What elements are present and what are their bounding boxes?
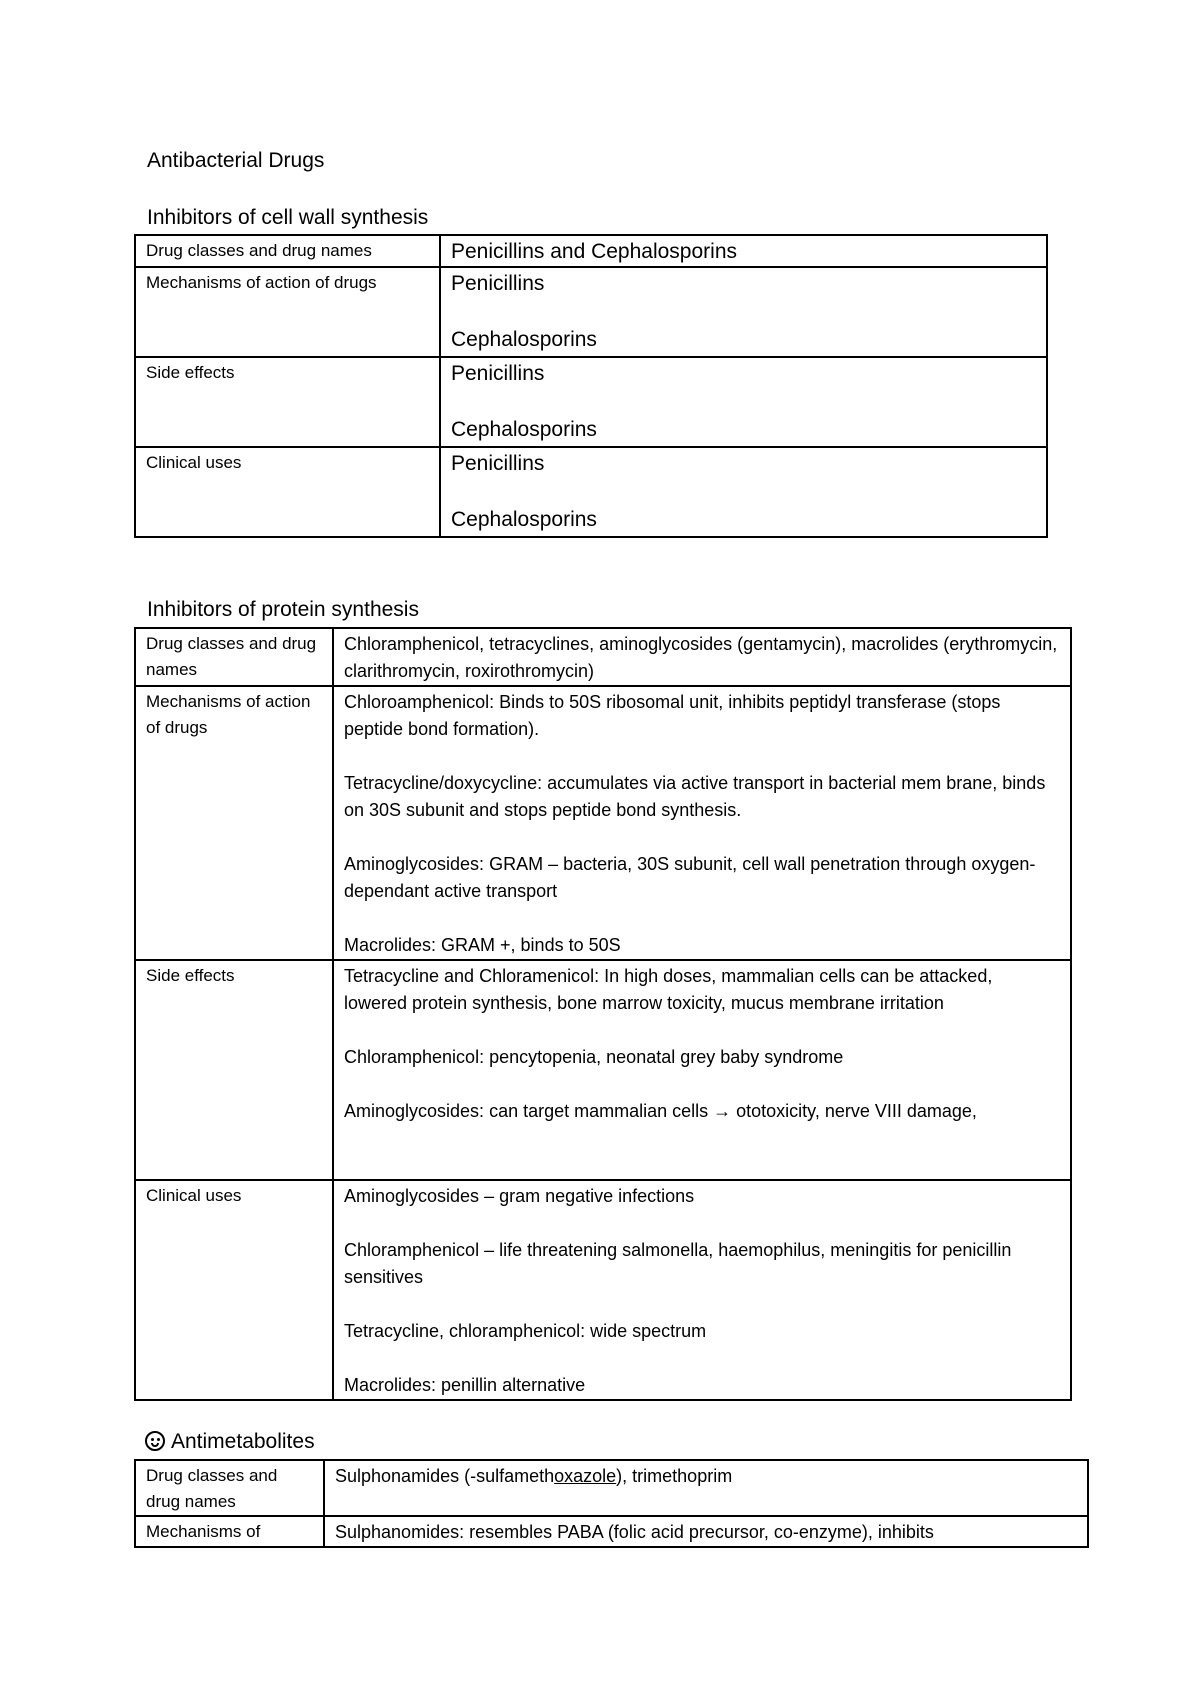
document-title: Antibacterial Drugs xyxy=(147,149,325,172)
table-row xyxy=(135,686,1071,960)
row-content xyxy=(440,357,1047,447)
row-label: Drug classes and drug names xyxy=(135,1460,324,1516)
row-label: Clinical uses xyxy=(135,1180,333,1400)
row-label: Mechanisms of action of drugs xyxy=(135,267,440,357)
row-content: Penicillins and Cephalosporins xyxy=(440,235,1047,267)
paragraph: Chloramphenicol – life threatening salmonella, haemophilus, meningitis for penicillin sensitives xyxy=(344,1240,1012,1287)
row-label: Clinical uses xyxy=(135,447,440,537)
row-label: Side effects xyxy=(135,960,333,1180)
paragraph: Macrolides: penillin alternative xyxy=(344,1375,586,1395)
paragraph: Chloramphenicol: pencytopenia, neonatal grey baby syndrome xyxy=(344,1047,844,1067)
row-label: Drug classes and drug names xyxy=(135,235,440,267)
row-label: Side effects xyxy=(135,357,440,447)
table-row xyxy=(135,267,1047,357)
drug-name: Penicillins xyxy=(451,452,545,475)
protein-synthesis-table xyxy=(134,627,1072,1401)
paragraph: Aminoglycosides: GRAM – bacteria, 30S subunit, cell wall penetration through oxygen-dependant active transport xyxy=(344,854,1036,901)
smiley-face-icon xyxy=(145,1431,165,1451)
underlined-text: oxazole xyxy=(554,1466,617,1486)
row-content: Sulphanomides: resembles PABA (folic acid precursor, co-enzyme), inhibits xyxy=(324,1516,1088,1547)
paragraph: Aminoglycosides – gram negative infections xyxy=(344,1186,695,1206)
paragraph: Aminoglycosides: can target mammalian cells → ototoxicity, nerve VIII damage, xyxy=(344,1101,977,1121)
table-row xyxy=(135,628,1071,686)
paragraph: Macrolides: GRAM +, binds to 50S xyxy=(344,935,621,955)
row-content xyxy=(333,628,1071,686)
section-heading-antimetabolites xyxy=(145,1430,315,1454)
paragraph: Tetracycline and Chloramenicol: In high doses, mammalian cells can be attacked, lowered protein synthesis, bone marrow toxicity, mucus membrane irritation xyxy=(344,966,993,1013)
cell-wall-table xyxy=(134,234,1048,538)
row-label: Drug classes and drug names xyxy=(135,628,333,686)
paragraph: Chloroamphenicol: Binds to 50S ribosomal unit, inhibits peptidyl transferase (stops peptide bond formation). xyxy=(344,692,1001,739)
row-content xyxy=(333,1180,1071,1400)
row-content xyxy=(440,447,1047,537)
table-row xyxy=(135,1460,1088,1516)
paragraph: Chloramphenicol, tetracyclines, aminoglycosides (gentamycin), macrolides (erythromycin, clarithromycin, roxirothromycin) xyxy=(344,634,1058,681)
drug-name: Cephalosporins xyxy=(451,418,597,441)
drug-name: Penicillins xyxy=(451,272,545,295)
drug-name: Penicillins xyxy=(451,362,545,385)
antimetabolites-table xyxy=(134,1459,1089,1548)
row-content xyxy=(333,960,1071,1180)
section-heading-text: Antimetabolites xyxy=(171,1430,315,1453)
drug-name: Cephalosporins xyxy=(451,508,597,531)
row-content: Sulphonamides (-sulfamethoxazole), trimethoprim xyxy=(324,1460,1088,1516)
section-heading-cell-wall: Inhibitors of cell wall synthesis xyxy=(147,206,429,229)
table-row xyxy=(135,1516,1088,1547)
paragraph: Tetracycline/doxycycline: accumulates via active transport in bacterial mem brane, binds on 30S subunit and stops peptide bond synthesis. xyxy=(344,773,1046,820)
drug-name: Cephalosporins xyxy=(451,328,597,351)
section-heading-protein: Inhibitors of protein synthesis xyxy=(147,598,419,621)
row-content xyxy=(440,267,1047,357)
row-label: Mechanisms of action of drugs xyxy=(135,686,333,960)
table-row xyxy=(135,235,1047,267)
paragraph: Tetracycline, chloramphenicol: wide spectrum xyxy=(344,1321,707,1341)
table-row xyxy=(135,447,1047,537)
table-row xyxy=(135,1180,1071,1400)
table-row xyxy=(135,357,1047,447)
row-label: Mechanisms of xyxy=(135,1516,324,1547)
row-content xyxy=(333,686,1071,960)
table-row xyxy=(135,960,1071,1180)
